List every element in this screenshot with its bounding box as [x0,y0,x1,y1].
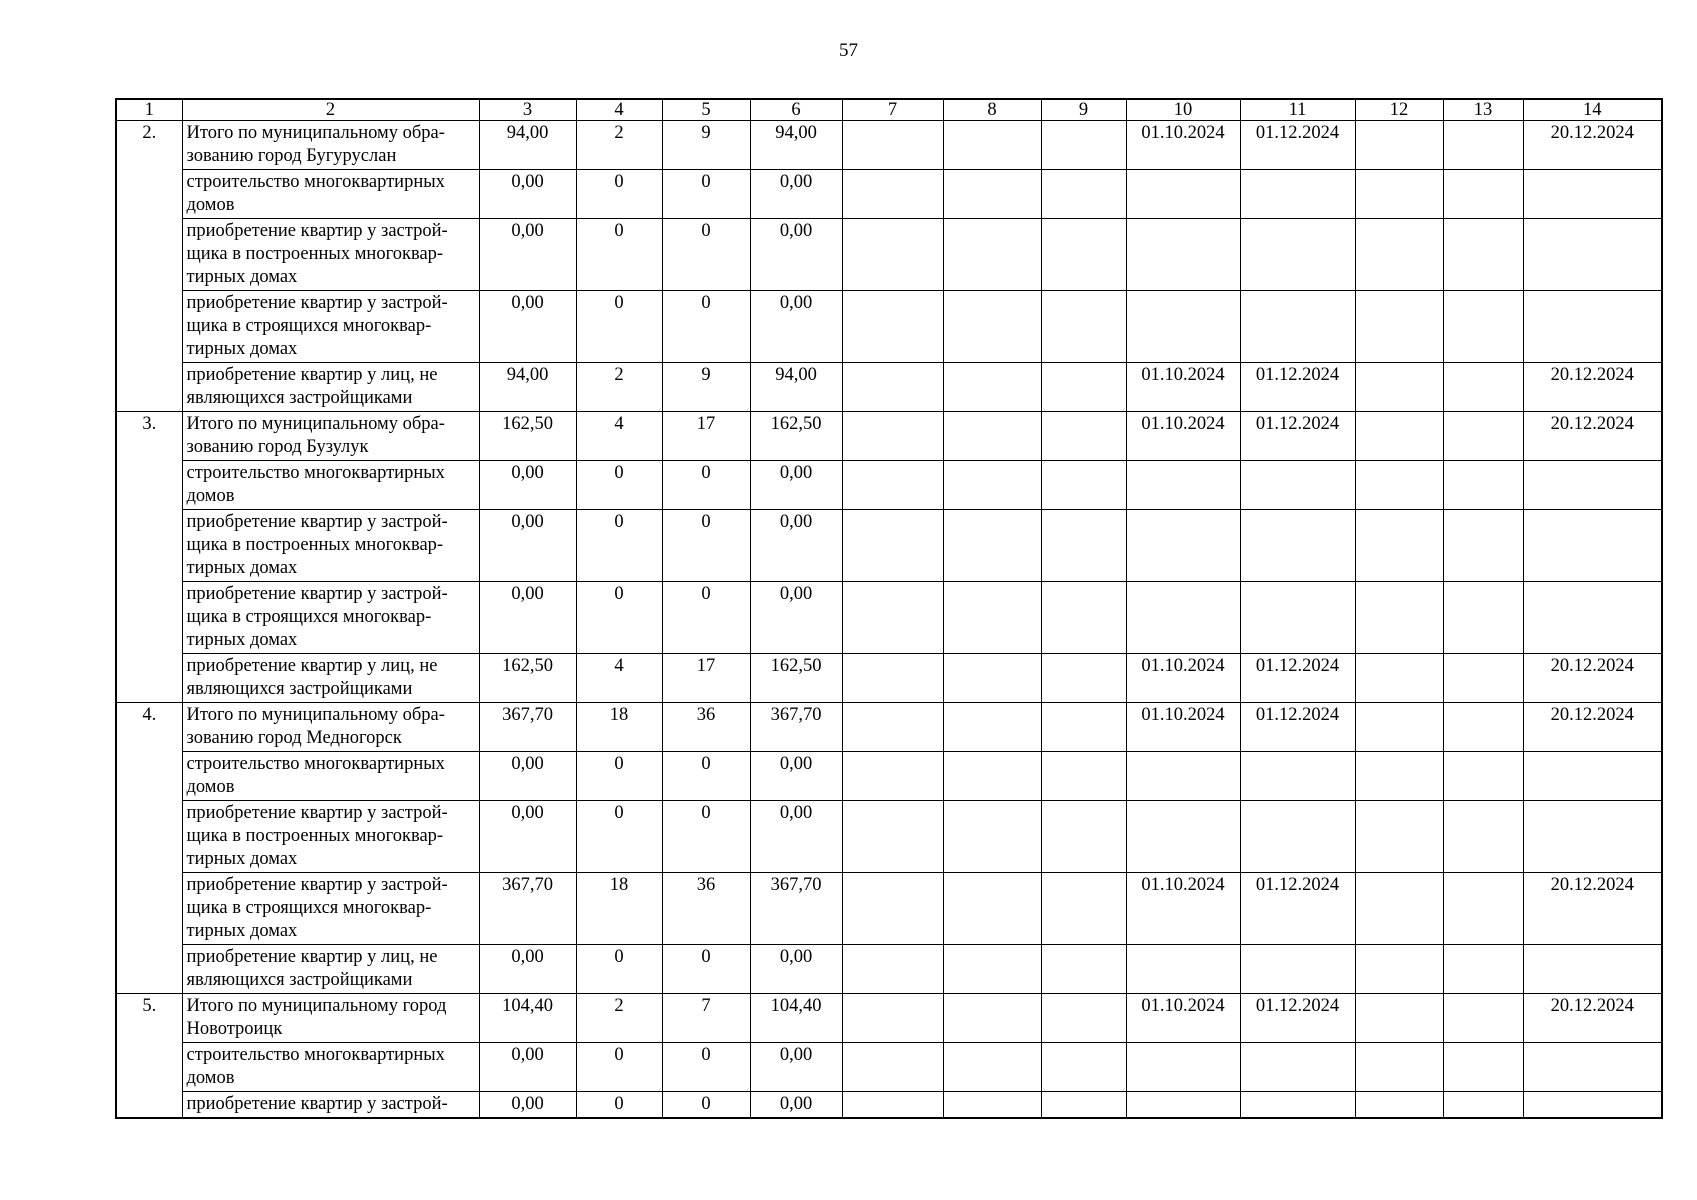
cell-col-10: 01.10.2024 [1126,873,1240,945]
cell-col-6: 367,70 [750,873,842,945]
cell-col-9 [1041,873,1126,945]
row-description: строительство многоквартирных домов [182,752,479,801]
cell-col-11 [1240,801,1355,873]
cell-col-6: 94,00 [750,121,842,170]
cell-col-14: 20.12.2024 [1523,654,1662,703]
cell-col-12 [1355,752,1443,801]
cell-col-9 [1041,1043,1126,1092]
row-number: 2. [116,121,182,412]
column-number-3: 3 [479,99,576,121]
cell-col-8 [943,1092,1041,1119]
cell-col-10 [1126,1043,1240,1092]
cell-col-8 [943,703,1041,752]
cell-col-10 [1126,752,1240,801]
cell-col-13 [1443,219,1523,291]
cell-col-7 [842,994,943,1043]
cell-col-7 [842,412,943,461]
cell-col-5: 0 [662,219,750,291]
schedule-table [115,98,1663,1119]
cell-col-12 [1355,412,1443,461]
cell-col-11: 01.12.2024 [1240,121,1355,170]
cell-col-8 [943,582,1041,654]
cell-col-13 [1443,1092,1523,1119]
cell-col-10 [1126,291,1240,363]
cell-col-5: 9 [662,121,750,170]
cell-col-11 [1240,461,1355,510]
cell-col-10: 01.10.2024 [1126,121,1240,170]
cell-col-12 [1355,1043,1443,1092]
cell-col-8 [943,412,1041,461]
column-number-13: 13 [1443,99,1523,121]
cell-col-11 [1240,752,1355,801]
cell-col-4: 0 [576,510,662,582]
cell-col-7 [842,752,943,801]
cell-col-5: 0 [662,582,750,654]
cell-col-14: 20.12.2024 [1523,994,1662,1043]
row-description: приобретение квартир у застрой-щика в строящихся многоквар-тирных домах [182,582,479,654]
table-row [116,291,1662,363]
row-description: Итого по муниципальному город Новотроицк [182,994,479,1043]
cell-col-14: 20.12.2024 [1523,363,1662,412]
table-row [116,219,1662,291]
cell-col-3: 0,00 [479,582,576,654]
cell-col-5: 0 [662,461,750,510]
row-description: приобретение квартир у лиц, не являющихся застройщиками [182,363,479,412]
cell-col-10 [1126,461,1240,510]
cell-col-14 [1523,582,1662,654]
cell-col-11: 01.12.2024 [1240,994,1355,1043]
cell-col-7 [842,873,943,945]
row-description: приобретение квартир у застрой-щика в строящихся многоквар-тирных домах [182,873,479,945]
cell-col-6: 162,50 [750,412,842,461]
cell-col-3: 0,00 [479,801,576,873]
cell-col-9 [1041,1092,1126,1119]
cell-col-6: 104,40 [750,994,842,1043]
cell-col-5: 0 [662,801,750,873]
cell-col-11 [1240,510,1355,582]
cell-col-6: 0,00 [750,1092,842,1119]
cell-col-5: 0 [662,1043,750,1092]
cell-col-8 [943,873,1041,945]
cell-col-5: 0 [662,170,750,219]
cell-col-3: 367,70 [479,873,576,945]
row-description: Итого по муниципальному обра-зованию город Медногорск [182,703,479,752]
row-description: приобретение квартир у лиц, не являющихся застройщиками [182,945,479,994]
cell-col-6: 0,00 [750,170,842,219]
cell-col-12 [1355,291,1443,363]
cell-col-5: 0 [662,510,750,582]
cell-col-5: 9 [662,363,750,412]
cell-col-9 [1041,752,1126,801]
cell-col-7 [842,510,943,582]
cell-col-9 [1041,170,1126,219]
cell-col-14 [1523,170,1662,219]
cell-col-10 [1126,801,1240,873]
cell-col-11: 01.12.2024 [1240,873,1355,945]
cell-col-11: 01.12.2024 [1240,703,1355,752]
cell-col-4: 0 [576,801,662,873]
cell-col-14 [1523,1092,1662,1119]
cell-col-10: 01.10.2024 [1126,363,1240,412]
table-row [116,654,1662,703]
table-row-total [116,703,1662,752]
cell-col-14 [1523,1043,1662,1092]
cell-col-11: 01.12.2024 [1240,412,1355,461]
cell-col-7 [842,219,943,291]
cell-col-3: 0,00 [479,170,576,219]
table-row [116,510,1662,582]
row-description: Итого по муниципальному обра-зованию город Бугуруслан [182,121,479,170]
cell-col-5: 17 [662,412,750,461]
cell-col-13 [1443,1043,1523,1092]
cell-col-6: 0,00 [750,801,842,873]
cell-col-11 [1240,945,1355,994]
column-number-1: 1 [116,99,182,121]
cell-col-11 [1240,582,1355,654]
cell-col-10 [1126,582,1240,654]
row-description: строительство многоквартирных домов [182,1043,479,1092]
cell-col-6: 367,70 [750,703,842,752]
cell-col-10: 01.10.2024 [1126,654,1240,703]
cell-col-4: 2 [576,994,662,1043]
cell-col-4: 0 [576,219,662,291]
cell-col-14 [1523,945,1662,994]
cell-col-9 [1041,219,1126,291]
cell-col-6: 94,00 [750,363,842,412]
column-number-11: 11 [1240,99,1355,121]
table-row-total [116,994,1662,1043]
cell-col-3: 0,00 [479,1043,576,1092]
table-row-total [116,412,1662,461]
cell-col-10: 01.10.2024 [1126,994,1240,1043]
table-row [116,945,1662,994]
cell-col-5: 17 [662,654,750,703]
column-number-6: 6 [750,99,842,121]
cell-col-8 [943,1043,1041,1092]
cell-col-11 [1240,170,1355,219]
cell-col-12 [1355,703,1443,752]
cell-col-8 [943,461,1041,510]
row-description: приобретение квартир у застрой-щика в построенных многоквар-тирных домах [182,801,479,873]
cell-col-12 [1355,363,1443,412]
cell-col-12 [1355,1092,1443,1119]
cell-col-13 [1443,801,1523,873]
cell-col-3: 0,00 [479,752,576,801]
cell-col-3: 0,00 [479,1092,576,1119]
cell-col-14: 20.12.2024 [1523,412,1662,461]
cell-col-7 [842,170,943,219]
cell-col-11 [1240,219,1355,291]
cell-col-3: 94,00 [479,121,576,170]
cell-col-14: 20.12.2024 [1523,121,1662,170]
cell-col-5: 36 [662,873,750,945]
cell-col-3: 0,00 [479,510,576,582]
column-number-12: 12 [1355,99,1443,121]
cell-col-9 [1041,654,1126,703]
cell-col-8 [943,510,1041,582]
row-number: 4. [116,703,182,994]
cell-col-9 [1041,510,1126,582]
column-number-10: 10 [1126,99,1240,121]
row-description: строительство многоквартирных домов [182,170,479,219]
cell-col-9 [1041,121,1126,170]
cell-col-7 [842,363,943,412]
cell-col-13 [1443,510,1523,582]
cell-col-4: 2 [576,363,662,412]
row-description: приобретение квартир у лиц, не являющихся застройщиками [182,654,479,703]
cell-col-9 [1041,801,1126,873]
cell-col-12 [1355,994,1443,1043]
cell-col-14 [1523,461,1662,510]
column-number-14: 14 [1523,99,1662,121]
cell-col-9 [1041,363,1126,412]
cell-col-5: 0 [662,945,750,994]
cell-col-3: 94,00 [479,363,576,412]
cell-col-5: 7 [662,994,750,1043]
cell-col-14: 20.12.2024 [1523,703,1662,752]
row-description: приобретение квартир у застрой-щика в строящихся многоквар-тирных домах [182,291,479,363]
row-description: приобретение квартир у застрой-щика в построенных многоквар-тирных домах [182,510,479,582]
cell-col-12 [1355,801,1443,873]
cell-col-4: 4 [576,412,662,461]
cell-col-14: 20.12.2024 [1523,873,1662,945]
cell-col-7 [842,654,943,703]
cell-col-11 [1240,1092,1355,1119]
cell-col-3: 0,00 [479,945,576,994]
cell-col-8 [943,801,1041,873]
cell-col-4: 0 [576,1092,662,1119]
cell-col-11 [1240,291,1355,363]
cell-col-8 [943,654,1041,703]
cell-col-4: 4 [576,654,662,703]
cell-col-13 [1443,582,1523,654]
column-number-5: 5 [662,99,750,121]
cell-col-6: 0,00 [750,291,842,363]
cell-col-11: 01.12.2024 [1240,363,1355,412]
cell-col-6: 0,00 [750,752,842,801]
cell-col-8 [943,945,1041,994]
cell-col-13 [1443,121,1523,170]
cell-col-3: 162,50 [479,412,576,461]
cell-col-4: 2 [576,121,662,170]
cell-col-9 [1041,412,1126,461]
row-number: 5. [116,994,182,1119]
cell-col-4: 18 [576,703,662,752]
cell-col-4: 0 [576,1043,662,1092]
cell-col-7 [842,801,943,873]
table-row [116,1043,1662,1092]
row-number: 3. [116,412,182,703]
cell-col-7 [842,582,943,654]
table-row [116,363,1662,412]
table-row [116,801,1662,873]
cell-col-3: 0,00 [479,461,576,510]
cell-col-14 [1523,752,1662,801]
cell-col-7 [842,121,943,170]
cell-col-10: 01.10.2024 [1126,412,1240,461]
cell-col-7 [842,703,943,752]
column-number-4: 4 [576,99,662,121]
cell-col-6: 0,00 [750,219,842,291]
cell-col-9 [1041,582,1126,654]
table-row-total [116,121,1662,170]
cell-col-4: 0 [576,461,662,510]
cell-col-4: 0 [576,291,662,363]
row-description: строительство многоквартирных домов [182,461,479,510]
cell-col-9 [1041,291,1126,363]
cell-col-12 [1355,121,1443,170]
cell-col-6: 0,00 [750,461,842,510]
cell-col-4: 0 [576,582,662,654]
cell-col-8 [943,219,1041,291]
cell-col-7 [842,291,943,363]
cell-col-14 [1523,801,1662,873]
cell-col-5: 0 [662,291,750,363]
cell-col-13 [1443,170,1523,219]
cell-col-12 [1355,170,1443,219]
cell-col-13 [1443,945,1523,994]
table-row [116,582,1662,654]
cell-col-12 [1355,582,1443,654]
cell-col-4: 0 [576,170,662,219]
cell-col-8 [943,994,1041,1043]
cell-col-4: 0 [576,752,662,801]
cell-col-14 [1523,510,1662,582]
row-description: приобретение квартир у застрой-щика в построенных многоквар-тирных домах [182,219,479,291]
cell-col-6: 0,00 [750,945,842,994]
cell-col-13 [1443,291,1523,363]
cell-col-11: 01.12.2024 [1240,654,1355,703]
column-number-9: 9 [1041,99,1126,121]
cell-col-7 [842,1043,943,1092]
cell-col-8 [943,121,1041,170]
cell-col-6: 162,50 [750,654,842,703]
page-number: 57 [839,40,858,61]
cell-col-13 [1443,363,1523,412]
cell-col-5: 0 [662,752,750,801]
cell-col-14 [1523,291,1662,363]
cell-col-13 [1443,873,1523,945]
cell-col-3: 104,40 [479,994,576,1043]
cell-col-13 [1443,461,1523,510]
cell-col-10 [1126,945,1240,994]
cell-col-4: 18 [576,873,662,945]
cell-col-10 [1126,1092,1240,1119]
cell-col-3: 0,00 [479,291,576,363]
column-number-row [116,99,1662,121]
cell-col-13 [1443,412,1523,461]
cell-col-12 [1355,945,1443,994]
table-row [116,873,1662,945]
table-row [116,752,1662,801]
cell-col-9 [1041,461,1126,510]
cell-col-5: 0 [662,1092,750,1119]
cell-col-13 [1443,752,1523,801]
cell-col-13 [1443,654,1523,703]
cell-col-9 [1041,703,1126,752]
cell-col-13 [1443,703,1523,752]
cell-col-4: 0 [576,945,662,994]
table-row [116,1092,1662,1119]
cell-col-10 [1126,170,1240,219]
cell-col-10 [1126,510,1240,582]
cell-col-12 [1355,654,1443,703]
column-number-7: 7 [842,99,943,121]
cell-col-10: 01.10.2024 [1126,703,1240,752]
cell-col-8 [943,291,1041,363]
cell-col-7 [842,1092,943,1119]
cell-col-6: 0,00 [750,582,842,654]
cell-col-8 [943,752,1041,801]
row-description: Итого по муниципальному обра-зованию город Бузулук [182,412,479,461]
cell-col-10 [1126,219,1240,291]
cell-col-3: 162,50 [479,654,576,703]
cell-col-7 [842,461,943,510]
cell-col-8 [943,363,1041,412]
cell-col-9 [1041,945,1126,994]
table-body [116,121,1662,1119]
cell-col-12 [1355,219,1443,291]
table-header [116,99,1662,121]
cell-col-7 [842,945,943,994]
table-row [116,170,1662,219]
cell-col-8 [943,170,1041,219]
column-number-8: 8 [943,99,1041,121]
table-row [116,461,1662,510]
cell-col-3: 0,00 [479,219,576,291]
cell-col-12 [1355,873,1443,945]
cell-col-6: 0,00 [750,1043,842,1092]
cell-col-14 [1523,219,1662,291]
cell-col-12 [1355,510,1443,582]
row-description: приобретение квартир у застрой- [182,1092,479,1119]
cell-col-12 [1355,461,1443,510]
cell-col-13 [1443,994,1523,1043]
column-number-2: 2 [182,99,479,121]
cell-col-11 [1240,1043,1355,1092]
cell-col-3: 367,70 [479,703,576,752]
cell-col-6: 0,00 [750,510,842,582]
cell-col-9 [1041,994,1126,1043]
cell-col-5: 36 [662,703,750,752]
